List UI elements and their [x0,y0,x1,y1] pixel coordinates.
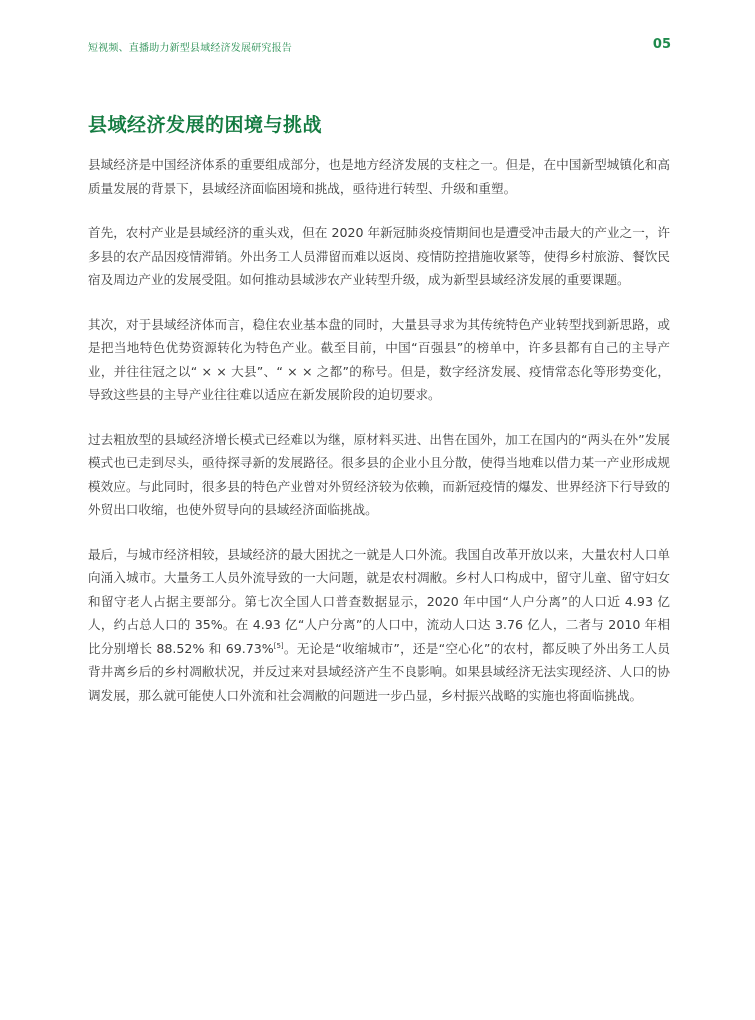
running-header: 短视频、直播助力新型县域经济发展研究报告 [88,43,292,54]
paragraph-first: 首先，农村产业是县域经济的重头戏，但在 2020 年新冠肺炎疫情期间也是遭受冲击最大的产业之一，许多县的农产品因疫情滞销。外出务工人员滞留而难以返岗、疫情防控措施收紧等，使得乡村旅游、餐饮民宿及周边产业的发展受阻。如何推动县域涉农产业转型升级，成为新型县域经济发展的重要课题。 [88,225,670,287]
paragraph-last [88,543,670,708]
citation-marker[interactable]: [5] [273,641,284,650]
page-number: 05 [652,37,671,52]
paragraph-last-part-2: 。无论是“收缩城市”，还是“空心化”的农村，都反映了外出务工人员背井离乡后的乡村凋敝状况，并反过来对县域经济产生不良影响。如果县域经济无法实现经济、人口的协调发展，那么就可能使人口外流和社会凋敝的问题进一步凸显，乡村振兴战略的实施也将面临挑战。 [88,640,670,703]
body-text [88,153,670,728]
paragraph-third: 过去粗放型的县域经济增长模式已经难以为继，原材料买进、出售在国外，加工在国内的“两头在外”发展模式也已走到尽头，亟待探寻新的发展路径。很多县的企业小且分散，使得当地难以借力某一产业形成规模效应。与此同时，很多县的特色产业曾对外贸经济较为依赖，而新冠疫情的爆发、世界经济下行导致的外贸出口收缩，也使外贸导向的县域经济面临挑战。 [88,431,670,517]
paragraph-intro: 县域经济是中国经济体系的重要组成部分，也是地方经济发展的支柱之一。但是，在中国新型城镇化和高质量发展的背景下，县域经济面临困境和挑战，亟待进行转型、升级和重塑。 [88,157,670,196]
paragraph-last-part-1: 最后，与城市经济相较，县域经济的最大困扰之一就是人口外流。我国自改革开放以来，大量农村人口单向涌入城市。大量务工人员外流导致的一大问题，就是农村凋敝。乡村人口构成中，留守儿童、留守妇女和留守老人占据主要部分。第七次全国人口普查数据显示，2020 年中国“人户分离”的人口近 4.93 亿人，约占总人口的 35%。在 4.93 亿“人户分离”的人口中，流动人口达 3.76 亿人，二者与 2010 年相比分别增长 88.52% 和 69.73% [88,546,670,656]
section-title: 县域经济发展的困境与挑战 [88,114,323,136]
paragraph-second: 其次，对于县域经济体而言，稳住农业基本盘的同时，大量县寻求为其传统特色产业转型找到新思路，或是把当地特色优势资源转化为特色产业。截至目前，中国“百强县”的榜单中，许多县都有自己的主导产业，并往往冠之以“ × × 大县”、“ × × 之都”的称号。但是，数字经济发展、疫情常态化等形势变化，导致这些县的主导产业往往难以适应在新发展阶段的迫切要求。 [88,316,670,402]
